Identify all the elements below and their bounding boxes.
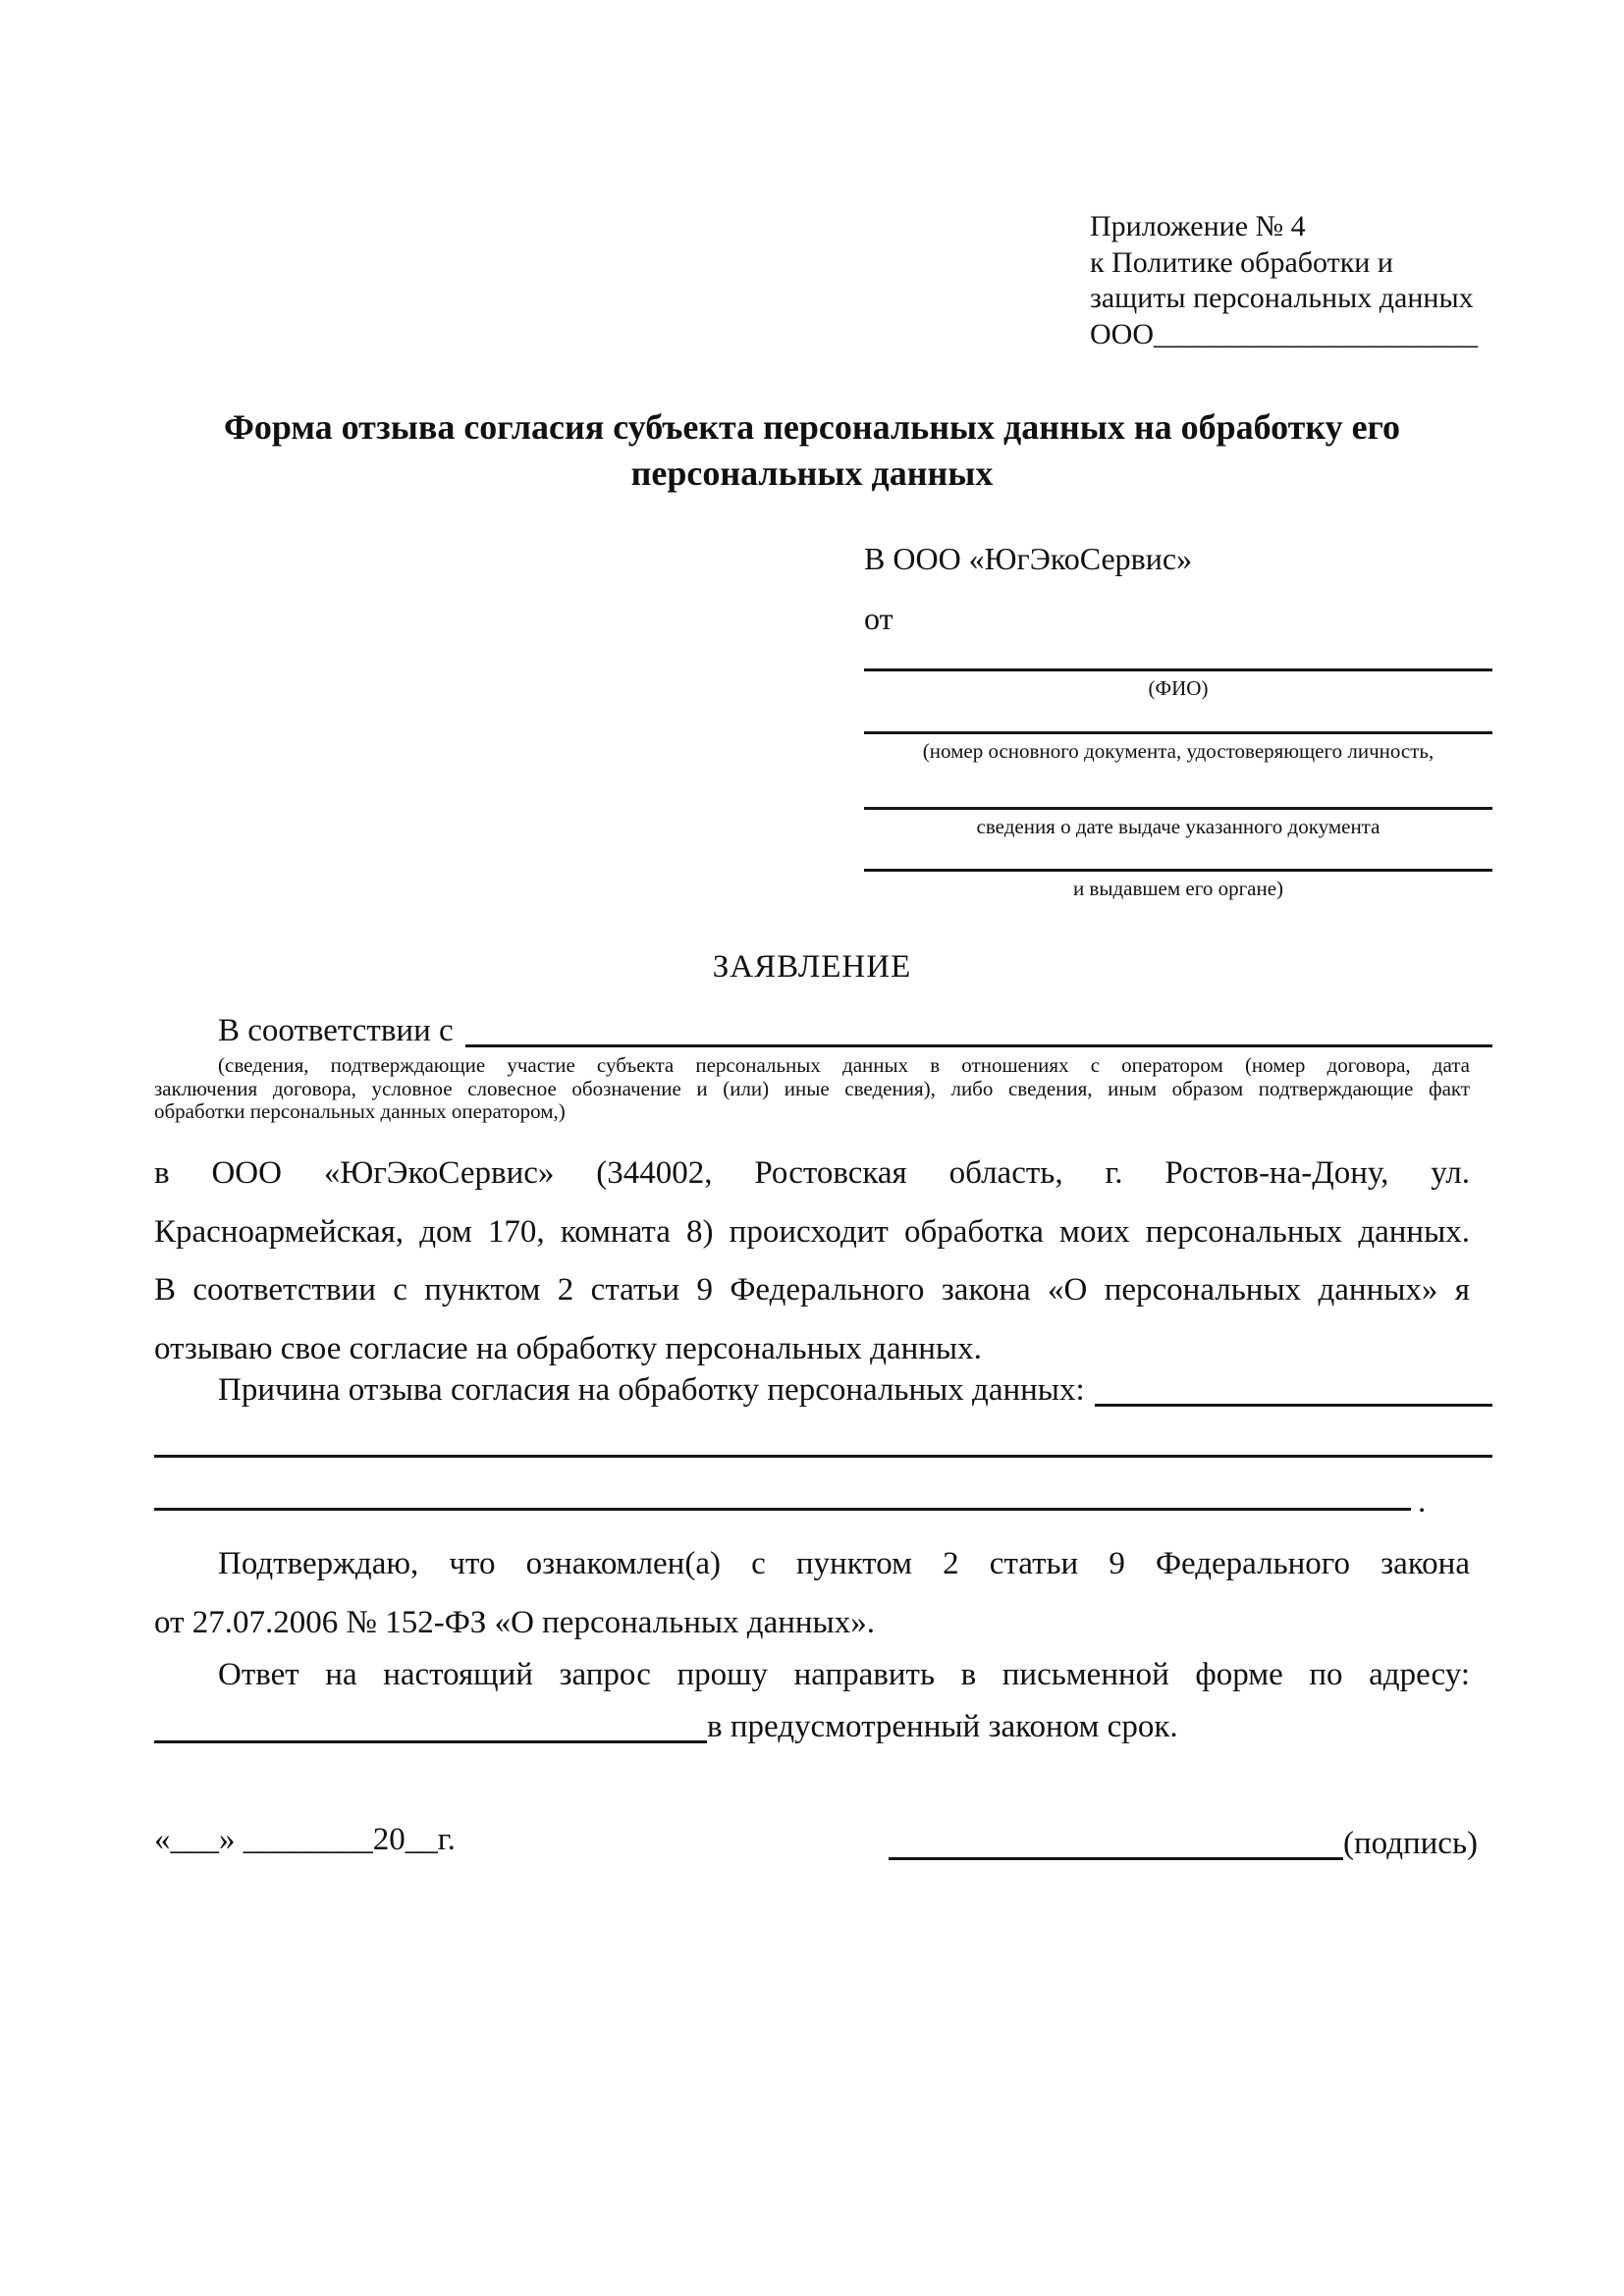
appendix-block <box>1090 209 1478 352</box>
reply-address-row <box>154 1705 1470 1748</box>
reply-request-line <box>154 1653 1470 1696</box>
fio-caption: (ФИО) <box>1148 676 1209 700</box>
fineprint-line: обработки персональных данных оператором,) <box>154 1099 566 1123</box>
appendix-line: Приложение № 4 <box>1090 210 1306 242</box>
signature-blank-line <box>889 1857 1343 1860</box>
confirmation-line: Подтверждаю, что ознакомлен(а) с пунктом 2 статьи 9 Федерального закона <box>218 1546 1470 1581</box>
accordance-blank-line <box>465 1044 1492 1047</box>
reason-blank-line-2 <box>154 1455 1492 1458</box>
confirmation-line: от 27.07.2006 № 152-ФЗ «О персональных данных». <box>154 1605 875 1640</box>
accordance-label: В соответствии с <box>218 1013 454 1048</box>
reason-label: Причина отзыва согласия на обработку персональных данных: <box>218 1372 1085 1408</box>
issuer-blank-line <box>864 869 1492 872</box>
appendix-company-blank: ООО______________________ <box>1090 317 1478 350</box>
address-blank-line <box>154 1740 707 1743</box>
issuer-caption: и выдавшем его органе) <box>1072 877 1284 900</box>
body-line: В соответствии с пунктом 2 статьи 9 Федерального закона «О персональных данных» я <box>154 1272 1470 1308</box>
body-line: в ООО «ЮгЭкоСервис» (344002, Ростовская область, г. Ростов-на-Дону, ул. <box>154 1155 1470 1191</box>
signature-row <box>889 1822 1478 1865</box>
document-number-caption: (номер основного документа, удостоверяющего личность, <box>922 739 1435 763</box>
fineprint-caption <box>154 1054 1470 1124</box>
signature-caption: (подпись) <box>1343 1826 1478 1861</box>
fineprint-line: (сведения, подтверждающие участие субъекта персональных данных в отношениях с оператором (номер договора, дата <box>218 1053 1470 1077</box>
page-title: Форма отзыва согласия субъекта персональных данных на обработку его персональных данных <box>223 407 1401 493</box>
appendix-line: к Политике обработки и <box>1090 245 1393 279</box>
fio-blank-line <box>864 668 1492 671</box>
reason-blank-line <box>1095 1404 1492 1407</box>
accordance-row <box>154 1009 1492 1052</box>
body-line: отзываю свое согласие на обработку персональных данных. <box>154 1330 982 1366</box>
body-paragraph <box>154 1145 1470 1378</box>
body-line: Красноармейская, дом 170, комната 8) происходит обработка моих персональных данных. <box>154 1213 1470 1250</box>
from-label: от <box>864 601 893 636</box>
document-number-blank-line <box>864 731 1492 734</box>
issue-date-caption: сведения о дате выдаче указанного документа <box>976 815 1380 838</box>
confirmation-paragraph <box>154 1534 1470 1652</box>
recipient-company: В ООО «ЮгЭкоСервис» <box>864 541 1193 576</box>
reply-request-text: Ответ на настоящий запрос прошу направить в письменной форме по адресу: <box>218 1657 1470 1692</box>
reply-tail-text: в предусмотренный законом срок. <box>707 1709 1178 1744</box>
appendix-line: защиты персональных данных <box>1090 282 1474 314</box>
reason-row <box>154 1368 1492 1412</box>
issue-date-blank-line <box>864 807 1492 810</box>
reason-period: . <box>1418 1484 1427 1520</box>
fineprint-line: заключения договора, условное словесное обозначение и (или) иные сведения), либо сведения, иным образом подтверждающие факт <box>154 1076 1470 1100</box>
reason-blank-line-3 <box>154 1508 1411 1511</box>
statement-heading: ЗАЯВЛЕНИЕ <box>712 949 912 985</box>
date-blank: «___» ________20__г. <box>154 1822 456 1857</box>
